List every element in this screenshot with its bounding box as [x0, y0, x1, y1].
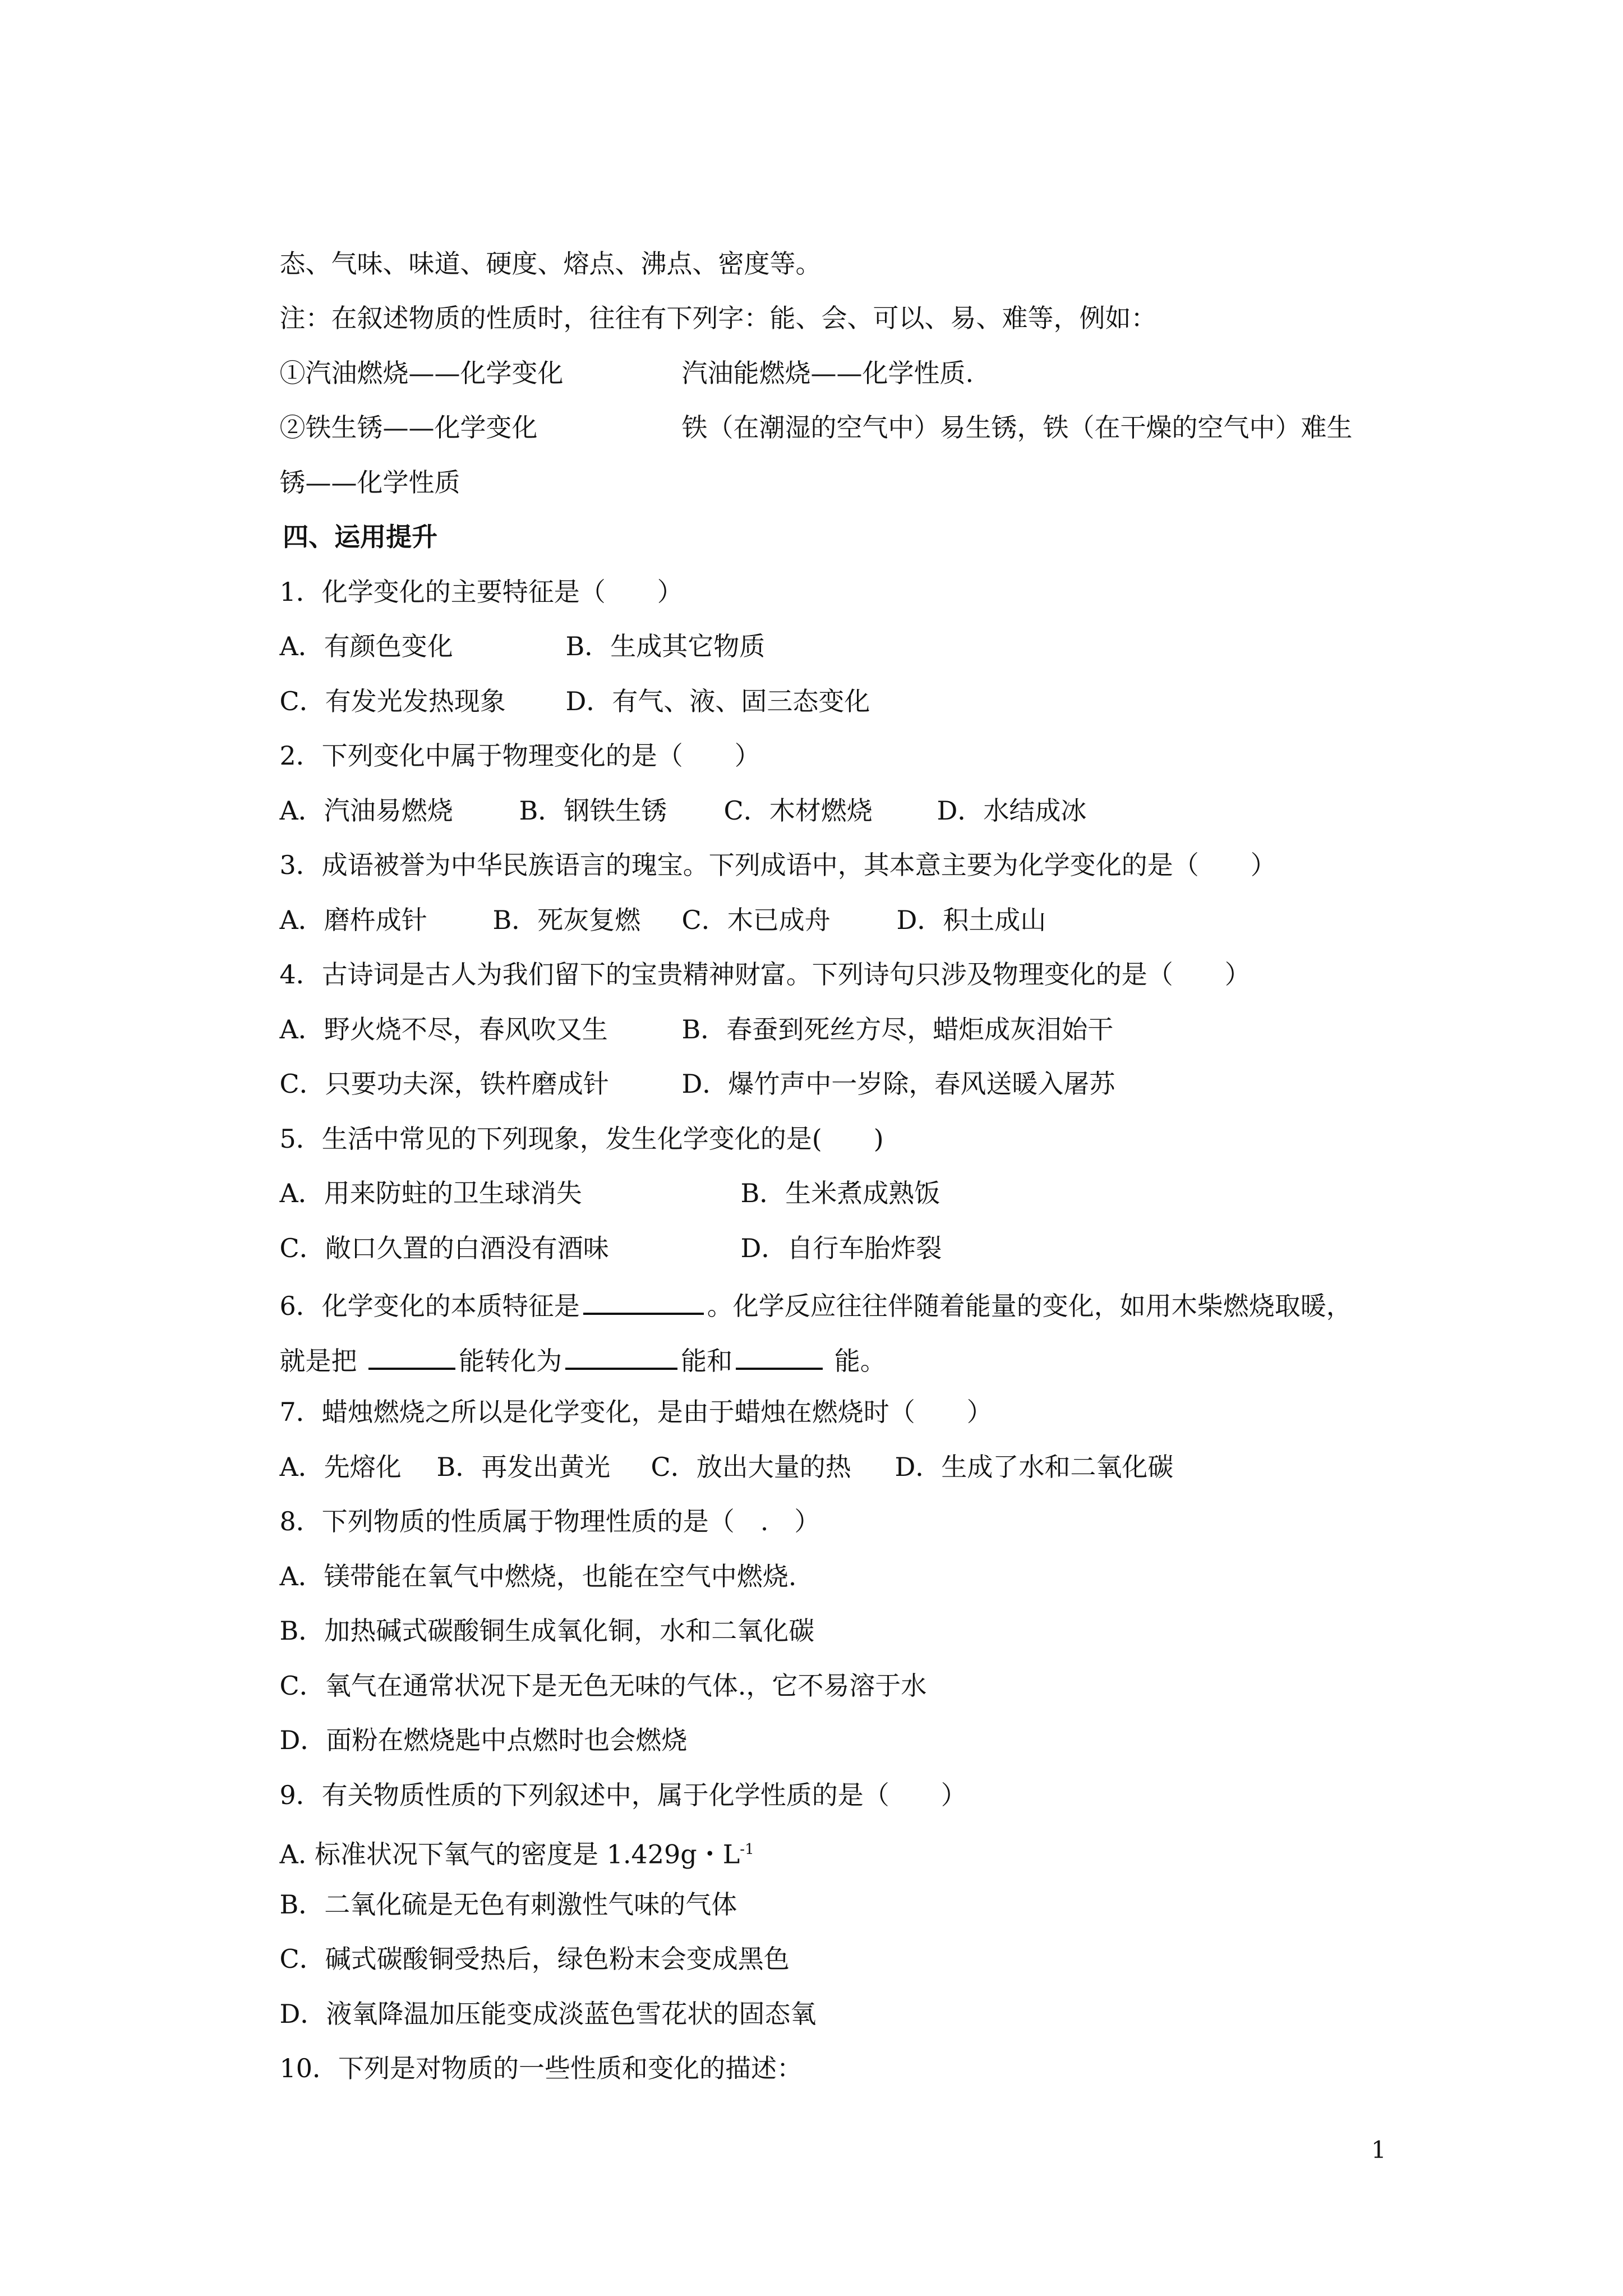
- q6-text-3: 就是把: [279, 1346, 357, 1376]
- q1-a-text: A．有颜色变化: [279, 631, 453, 661]
- q5-a-text: A．用来防蛀的卫生球消失: [279, 1178, 582, 1208]
- q7-d-text: D．生成了水和二氧化碳: [895, 1452, 1174, 1482]
- q1-stem: 1．化学变化的主要特征是（ ）: [279, 577, 683, 607]
- q2-c-text: C．木材燃烧: [723, 795, 873, 826]
- section-title: 四、运用提升: [283, 522, 438, 552]
- q7-option-d: [862, 1416, 1173, 1517]
- q9-a-superscript: -1: [740, 1841, 754, 1858]
- page-number: 1: [1371, 2136, 1386, 2164]
- q3-c-text: C．木已成舟: [681, 905, 831, 935]
- q8-stem: 8．下列物质的性质属于物理性质的是（ . ）: [279, 1506, 820, 1536]
- q3-a-text: A．磨杵成针: [279, 905, 427, 935]
- q2-d-text: D．水结成冰: [937, 795, 1087, 826]
- q9-a-text: A. 标准状况下氧气的密度是 1.429g・L: [279, 1839, 740, 1870]
- q6-text-6: 能。: [834, 1346, 886, 1376]
- q4-a-text: A．野火烧不尽，春风吹又生: [279, 1014, 608, 1045]
- q7-b-text: B．再发出黄光: [436, 1452, 611, 1482]
- q5-d-text: D．自行车胎炸裂: [740, 1233, 942, 1263]
- q8-d-text: D．面粉在燃烧匙中点燃时也会燃烧: [279, 1725, 688, 1755]
- q8-a-text: A．镁带能在氧气中燃烧，也能在空气中燃烧.: [279, 1561, 797, 1591]
- q6-text-1: 6．化学变化的本质特征是: [279, 1291, 580, 1321]
- q5-stem: 5．生活中常见的下列现象，发生化学变化的是( ): [279, 1124, 884, 1154]
- q1-c-text: C．有发光发热现象: [279, 686, 506, 716]
- note-text: 注：在叙述物质的性质时，往往有下列字：能、会、可以、易、难等，例如：: [279, 303, 1157, 333]
- q3-d-text: D．积土成山: [896, 905, 1046, 935]
- example-1-left: ①汽油燃烧——化学变化: [279, 358, 564, 388]
- q6-text-4: 能转化为: [459, 1346, 562, 1376]
- example-2-right: 铁（在潮湿的空气中）易生锈，铁（在干燥的空气中）难生: [681, 412, 1353, 443]
- q5-c-text: C．敞口久置的白酒没有酒味: [279, 1233, 609, 1263]
- q7-c-text: C．放出大量的热: [651, 1452, 851, 1482]
- q4-d-text: D．爆竹声中一岁除，春风送暖入屠苏: [681, 1069, 1115, 1099]
- q10-stem: 10．下列是对物质的一些性质和变化的描述：: [279, 2053, 803, 2083]
- q3-stem: 3．成语被誉为中华民族语言的瑰宝。下列成语中，其本意主要为化学变化的是（ ）: [279, 850, 1276, 880]
- q1-b-text: B．生成其它物质: [565, 631, 766, 661]
- q7-stem: 7．蜡烛燃烧之所以是化学变化，是由于蜡烛在燃烧时（ ）: [279, 1397, 993, 1427]
- q2-a-text: A．汽油易燃烧: [279, 795, 453, 826]
- example-1-right: 汽油能燃烧——化学性质.: [681, 358, 974, 388]
- example-2-left: ②铁生锈——化学变化: [279, 412, 538, 443]
- q5-b-text: B．生米煮成熟饭: [740, 1178, 940, 1208]
- q1-d-text: D．有气、液、固三态变化: [565, 686, 870, 716]
- q8-b-text: B．加热碱式碳酸铜生成氧化铜，水和二氧化碳: [279, 1616, 815, 1646]
- q2-stem: 2．下列变化中属于物理变化的是（ ）: [279, 740, 760, 771]
- q7-a-text: A．先熔化: [279, 1452, 402, 1482]
- question-10: [247, 2018, 803, 2119]
- q8-c-text: C．氧气在通常状况下是无色无味的气体.，它不易溶于水: [279, 1671, 927, 1701]
- q9-b-text: B．二氧化硫是无色有刺激性气味的气体: [279, 1889, 737, 1920]
- q4-b-text: B．春蚕到死丝方尽，蜡炬成灰泪始干: [681, 1014, 1114, 1045]
- q9-c-text: C．碱式碳酸铜受热后，绿色粉末会变成黑色: [279, 1944, 790, 1974]
- q3-b-text: B．死灰复燃: [492, 905, 641, 935]
- q4-stem: 4．古诗词是古人为我们留下的宝贵精神财富。下列诗句只涉及物理变化的是（ ）: [279, 959, 1251, 990]
- q6-text-2: 。化学反应往往伴随着能量的变化，如用木柴燃烧取暖，: [707, 1291, 1352, 1321]
- q4-c-text: C．只要功夫深，铁杵磨成针: [279, 1069, 609, 1099]
- q2-b-text: B．钢铁生锈: [519, 795, 667, 826]
- q9-d-text: D．液氧降温加压能变成淡蓝色雪花状的固态氧: [279, 1999, 817, 2029]
- q9-stem: 9．有关物质性质的下列叙述中，属于化学性质的是（ ）: [279, 1780, 967, 1810]
- example-2-right-wrap: [649, 377, 1353, 478]
- q6-text-5: 能和: [681, 1346, 733, 1376]
- intro-text-1: 态、气味、味道、硬度、熔点、沸点、密度等。: [279, 249, 822, 279]
- example-2-cont-text: 锈——化学性质: [279, 467, 460, 498]
